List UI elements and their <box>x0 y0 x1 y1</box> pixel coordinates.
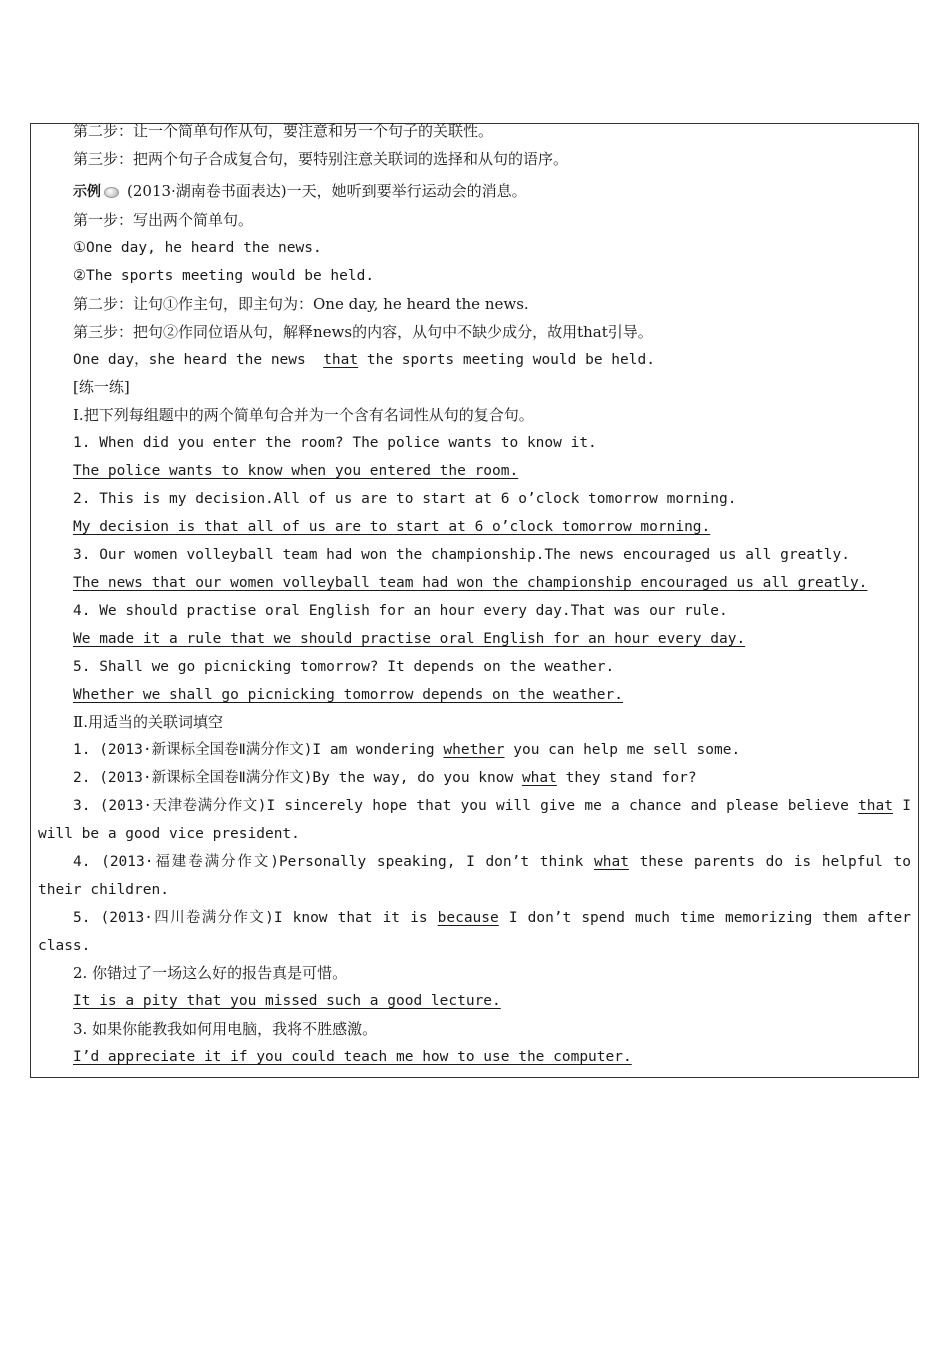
part1-a5: Whether we shall go picnicking tomorrow depends on the weather. <box>73 687 623 703</box>
answer-post: the sports meeting would be held. <box>358 352 655 368</box>
example-sentence2: ②The sports meeting would be held. <box>73 268 375 284</box>
translation-a3: I’d appreciate it if you could teach me how to use the computer. <box>73 1049 632 1065</box>
practice-heading: [练一练] <box>73 378 130 396</box>
part2-item3-cont: will be a good vice president. <box>38 826 300 842</box>
item-blank: because <box>437 910 499 926</box>
translation-a2: It is a pity that you missed such a good lecture. <box>73 993 501 1009</box>
example-label: 示例 <box>73 184 101 200</box>
part1-q3: 3. Our women volleyball team had won the championship.The news encouraged us all greatly. <box>73 547 850 563</box>
part2-item4 <box>73 852 911 872</box>
item-pre: 3. (2013·天津卷满分作文)I sincerely hope that you will give me a chance and please believe <box>73 798 859 814</box>
example-line <box>73 181 527 202</box>
part2-item2 <box>73 768 697 788</box>
part1-q1: 1. When did you enter the room? The police wants to know it. <box>73 435 597 451</box>
item-post: you can help me sell some. <box>504 742 741 758</box>
part1-q5: 5. Shall we go picnicking tomorrow? It depends on the weather. <box>73 659 615 675</box>
example-step1: 第一步：写出两个简单句。 <box>73 211 254 229</box>
part1-a2: My decision is that all of us are to start at 6 o’clock tomorrow morning. <box>73 519 711 535</box>
translation-q3: 3. 如果你能教我如何用电脑，我将不胜感激。 <box>73 1020 378 1038</box>
example-bullet-icon <box>104 187 119 198</box>
item-pre: 4. (2013·福建卷满分作文)Personally speaking, I don’t think <box>73 854 595 870</box>
part2-title: Ⅱ.用适当的关联词填空 <box>73 713 223 731</box>
part1-a4: We made it a rule that we should practise oral English for an hour every day. <box>73 631 746 647</box>
item-blank: that <box>858 798 893 814</box>
step2-generic: 第二步：让一个简单句作从句，要注意和另一个句子的关联性。 <box>73 122 494 140</box>
part2-item4-cont: their children. <box>38 882 169 898</box>
example-step2: 第二步：让句①作主句，即主句为：One day, he heard the news. <box>73 295 529 313</box>
item-pre: 1. (2013·新课标全国卷Ⅱ满分作文)I am wondering <box>73 742 444 758</box>
item-pre: 2. (2013·新课标全国卷Ⅱ满分作文)By the way, do you know <box>73 770 522 786</box>
item-post: they stand for? <box>556 770 697 786</box>
part2-item5 <box>73 908 911 928</box>
example-step3: 第三步：把句②作同位语从句，解释news的内容，从句中不缺少成分，故用that引导。 <box>73 323 653 341</box>
part2-item5-cont: class. <box>38 938 91 954</box>
answer-pre: One day，she heard the news <box>73 352 324 368</box>
item-pre: 5. (2013·四川卷满分作文)I know that it is <box>73 910 438 926</box>
answer-blank: that <box>323 352 359 368</box>
item-post: these parents do is helpful to <box>628 854 911 870</box>
part2-item1 <box>73 740 740 760</box>
example-sentence1: ①One day, he heard the news. <box>73 240 322 256</box>
item-post: I don’t spend much time memorizing them after <box>498 910 911 926</box>
example-answer <box>73 350 655 370</box>
part1-title: Ⅰ.把下列每组题中的两个简单句合并为一个含有名词性从句的复合句。 <box>73 406 534 424</box>
part1-a3: The news that our women volleyball team had won the championship encouraged us all greatly. <box>73 575 868 591</box>
part1-q4: 4. We should practise oral English for an hour every day.That was our rule. <box>73 603 728 619</box>
item-blank: whether <box>443 742 505 758</box>
item-blank: what <box>594 854 629 870</box>
example-prompt: (2013·湖南卷书面表达)一天，她听到要举行运动会的消息。 <box>127 182 527 200</box>
part2-item3 <box>73 796 911 816</box>
item-blank: what <box>521 770 557 786</box>
item-post: I <box>893 798 911 814</box>
step3-generic: 第三步：把两个句子合成复合句，要特别注意关联词的选择和从句的语序。 <box>73 150 569 168</box>
part1-a1: The police wants to know when you entered the room. <box>73 463 519 479</box>
part1-q2: 2. This is my decision.All of us are to start at 6 o’clock tomorrow morning. <box>73 491 737 507</box>
translation-q2: 2. 你错过了一场这么好的报告真是可惜。 <box>73 964 348 982</box>
